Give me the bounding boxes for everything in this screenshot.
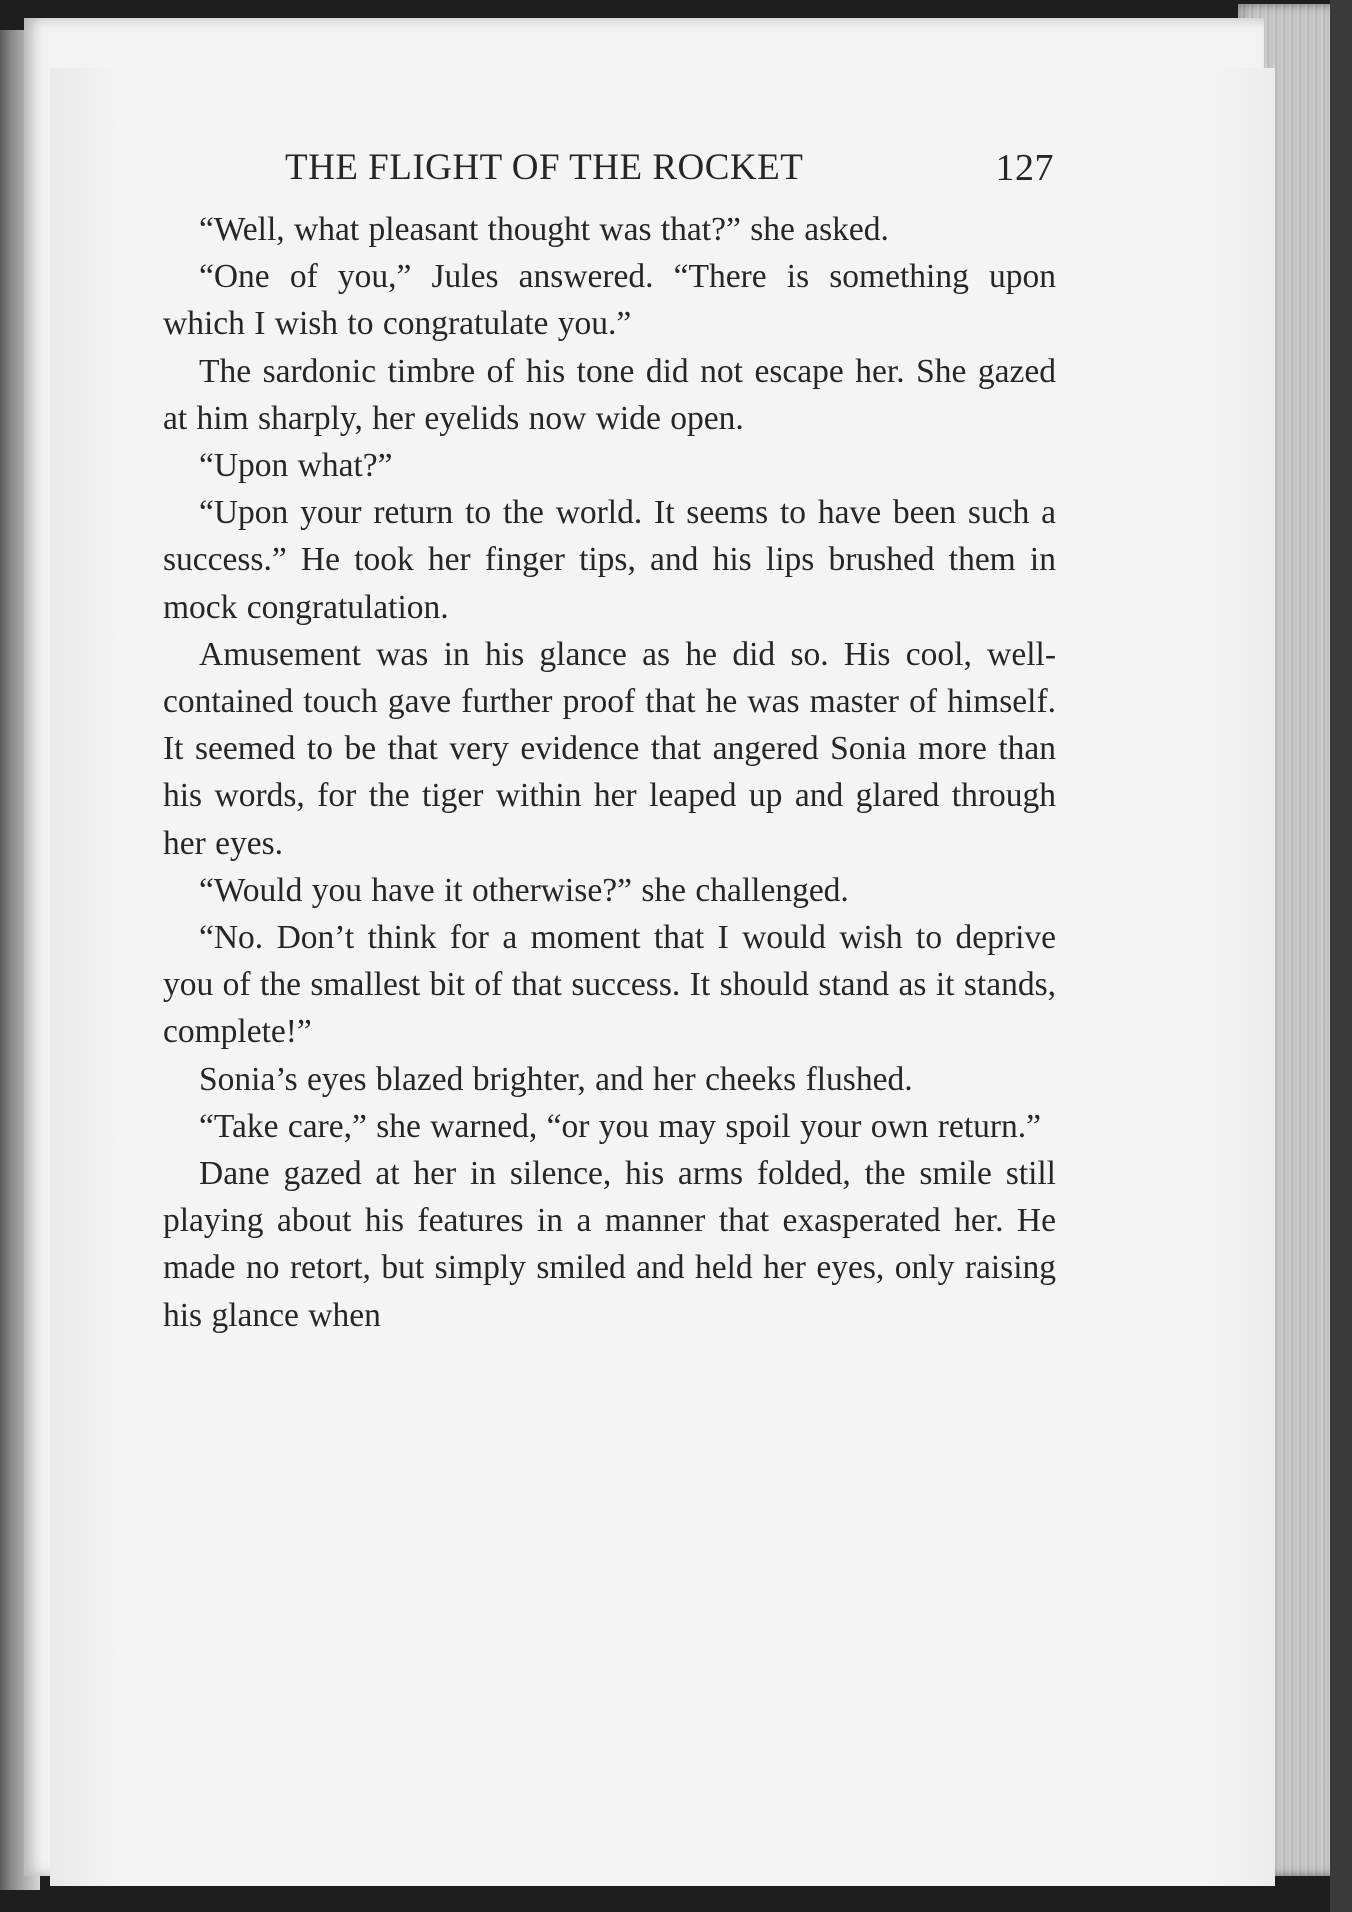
paragraph: The sardonic timbre of his tone did not escape her. She gazed at him sharply, her eyelids now wide open. <box>163 352 1056 437</box>
page-number: 127 <box>995 147 1054 189</box>
paragraph: “Upon your return to the world. It seems to have been such a success.” He took her finger tips, and his lips brushed them in mock congratulation. <box>163 494 1056 626</box>
paragraph: “Take care,” she warned, “or you may spoil your own return.” <box>199 1107 1042 1145</box>
paragraph: “Would you have it otherwise?” she challenged. <box>199 871 849 909</box>
paragraph: “No. Don’t think for a moment that I would wish to deprive you of the smallest bit of that success. It should stand as it stands, complete!” <box>163 919 1056 1051</box>
running-head-title: THE FLIGHT OF THE ROCKET <box>285 147 804 188</box>
running-head <box>163 134 1056 206</box>
body-text <box>163 206 1056 1339</box>
paragraph: Amusement was in his glance as he did so. His cool, well-contained touch gave further proof that he was master of himself. It seemed to be that very evidence that angered Sonia more than his words, for the tiger within her leaped up and glared through her eyes. <box>163 635 1056 862</box>
page-content <box>163 134 1056 1339</box>
paragraph: “Upon what?” <box>199 447 393 485</box>
paragraph: “Well, what pleasant thought was that?” she asked. <box>199 211 889 248</box>
paragraph: “One of you,” Jules answered. “There is something upon which I wish to congratulate you.” <box>163 258 1056 343</box>
paragraph: Dane gazed at her in silence, his arms folded, the smile still playing about his features in a manner that exasperated her. He made no retort, but simply smiled and held her eyes, only raising his glance when <box>163 1155 1056 1334</box>
paragraph: Sonia’s eyes blazed brighter, and her cheeks flushed. <box>199 1060 913 1098</box>
book-right-shadow <box>1330 0 1352 1912</box>
